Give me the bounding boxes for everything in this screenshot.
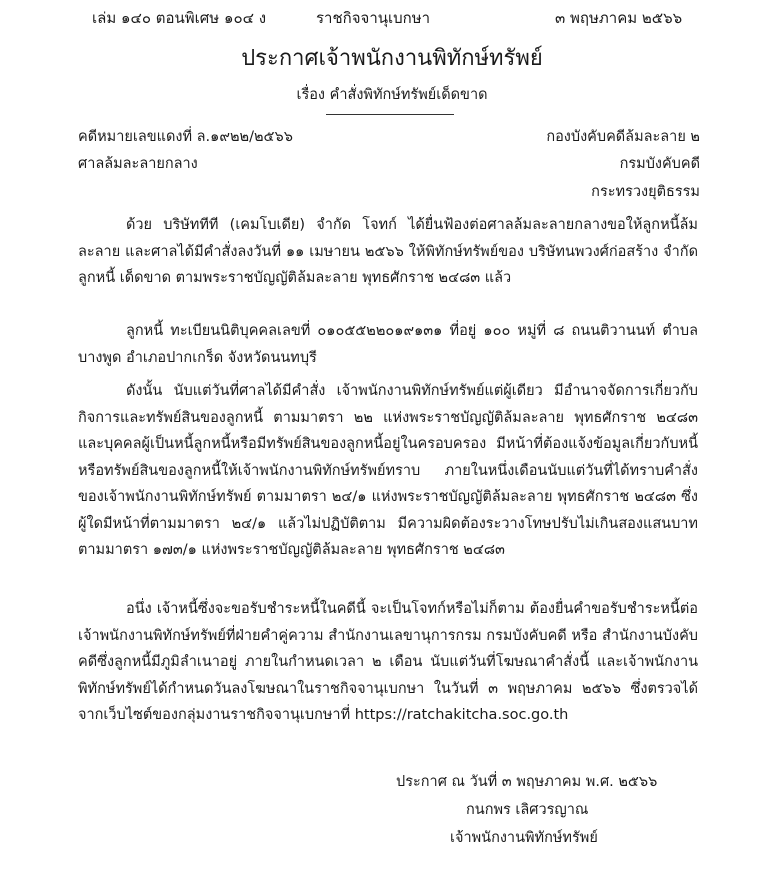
paragraph-petition: ด้วย บริษัททีที (เคมโบเดีย) จำกัด โจทก์ ได้ยื่นฟ้องต่อศาลล้มละลายกลางขอให้ลูกหนี้ล้มละลาย และศาลได้มีคำสั่งลงวันที่ ๑๑ เมษายน ๒๕๖๖ ให้พิทักษ์ทรัพย์ของ บริษัทนพวงศ์ก่อสร้าง จำกัด ลูกหนี้ เด็ดขาด ตามพระราชบัญญัติล้มละลาย พุทธศักราช ๒๔๘๓ แล้ว <box>78 217 698 286</box>
court-name: ศาลล้มละลายกลาง <box>78 156 198 172</box>
paragraph-claims: อนึ่ง เจ้าหนี้ซึ่งจะขอรับชำระหนี้ในคดีนี้ จะเป็นโจทก์หรือไม่ก็ตาม ต้องยื่นคำขอรับชำระหนี้ต่อเจ้าพนักงานพิทักษ์ทรัพย์ที่ฝ่ายคำคู่ความ สำนักงานเลขานุการกรม กรมบังคับคดี หรือ สำนักงานบังคับคดีซึ่งลูกหนี้มีภูมิลำเนาอยู่ ภายในกำหนดเวลา ๒ เดือน นับแต่วันที่โฆษณาคำสั่งนี้ และเจ้าพนักงานพิทักษ์ทรัพย์ได้กำหนดวันลงโฆษณาในราชกิจจานุเบกษา ในวันที่ ๓ พฤษภาคม ๒๕๖๖ ซึ่งตรวจได้จากเว็บไซต์ของกลุ่มงานราชกิจจานุเบกษาที่ https://ratchakitcha.soc.go.th <box>78 601 698 723</box>
ministry-name: กระทรวงยุติธรรม <box>591 184 700 200</box>
case-number: คดีหมายเลขแดงที่ ล.๑๙๒๒/๒๕๖๖ <box>78 129 293 145</box>
divider <box>326 114 454 115</box>
gazette-date: ๓ พฤษภาคม ๒๕๖๖ <box>555 9 683 27</box>
paragraph-debtor: ลูกหนี้ ทะเบียนนิติบุคคลเลขที่ ๐๑๐๕๕๒๒๐๑๙๑๓๑ ที่อยู่ ๑๐๐ หมู่ที่ ๘ ถนนติวานนท์ ตำบลบางพูด อำเภอปากเกร็ด จังหวัดนนทบุรี <box>78 323 698 366</box>
department-name: กรมบังคับคดี <box>619 156 700 172</box>
paragraph-order: ดังนั้น นับแต่วันที่ศาลได้มีคำสั่ง เจ้าพนักงานพิทักษ์ทรัพย์แต่ผู้เดียว มีอำนาจจัดการเกี่ยวกับกิจการและทรัพย์สินของลูกหนี้ ตามมาตรา ๒๒ แห่งพระราชบัญญัติล้มละลาย พุทธศักราช ๒๔๘๓ และบุคคลผู้เป็นหนี้ลูกหนี้หรือมีทรัพย์สินของลูกหนี้อยู่ในครอบครอง มีหน้าที่ต้องแจ้งข้อมูลเกี่ยวกับหนี้หรือทรัพย์สินของลูกหนี้ให้เจ้าพนักงานพิทักษ์ทรัพย์ทราบ ภายในหนึ่งเดือนนับแต่วันที่ได้ทราบคำสั่งของเจ้าพนักงานพิทักษ์ทรัพย์ ตามมาตรา ๒๔/๑ แห่งพระราชบัญญัติล้มละลาย พุทธศักราช ๒๔๘๓ ซึ่งผู้ใดมีหน้าที่ตามมาตรา ๒๔/๑ แล้วไม่ปฏิบัติตาม มีความผิดต้องระวางโทษปรับไม่เกินสองแสนบาท ตามมาตรา ๑๗๓/๑ แห่งพระราชบัญญัติล้มละลาย พุทธศักราช ๒๔๘๓ <box>78 383 698 558</box>
division-name: กองบังคับคดีล้มละลาย ๒ <box>546 129 700 145</box>
gazette-volume: เล่ม ๑๔๐ ตอนพิเศษ ๑๐๔ ง <box>92 9 267 27</box>
signatory-name: กนกพร เลิศวรญาณ <box>466 802 589 818</box>
gazette-name: ราชกิจจานุเบกษา <box>316 9 431 27</box>
announcement-date: ประกาศ ณ วันที่ ๓ พฤษภาคม พ.ศ. ๒๕๖๖ <box>396 774 658 790</box>
page-title: ประกาศเจ้าพนักงานพิทักษ์ทรัพย์ <box>241 46 543 71</box>
page-subtitle: เรื่อง คำสั่งพิทักษ์ทรัพย์เด็ดขาด <box>296 87 488 103</box>
signatory-position: เจ้าพนักงานพิทักษ์ทรัพย์ <box>450 830 598 846</box>
